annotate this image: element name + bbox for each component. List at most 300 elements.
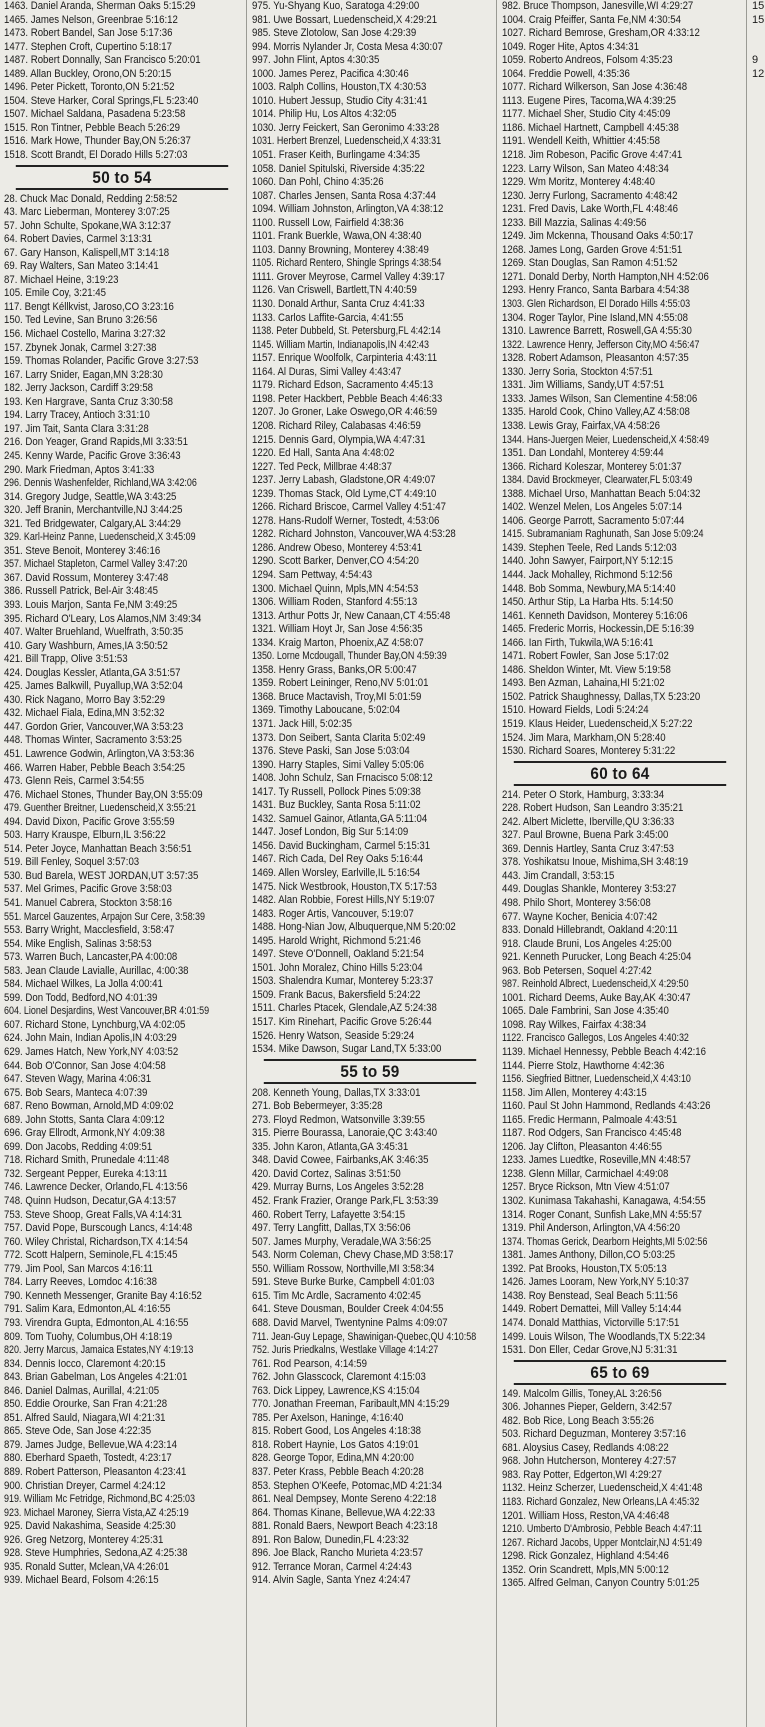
result-entry: 1526. Henry Watson, Seaside 5:29:24 (252, 1029, 415, 1042)
result-entry: 1293. Henry Franco, Santa Barbara 4:54:38 (502, 284, 690, 297)
result-entry: 1014. Philip Hu, Los Altos 4:32:05 (252, 108, 397, 121)
result-entry: 853. Stephen O'Keefe, Potomac,MD 4:21:34 (252, 1479, 443, 1492)
result-entry: 1439. Stephen Teele, Red Lands 5:12:03 (502, 541, 677, 554)
result-entry: 1133. Carlos Laffite-Garcia, 4:41:55 (252, 311, 404, 324)
result-entry: 329. Karl-Heinz Panne, Luedenscheid,X 3:45:09 (4, 531, 196, 544)
result-entry: 530. Bud Barela, WEST JORDAN,UT 3:57:35 (4, 869, 199, 882)
result-entry: 1402. Wenzel Melen, Los Angeles 5:07:14 (502, 501, 683, 514)
result-entry: 1098. Ray Wilkes, Fairfax 4:38:34 (502, 1018, 647, 1031)
result-entry: 1286. Andrew Obeso, Monterey 4:53:41 (252, 541, 423, 554)
result-entry: 1502. Patrick Shaughnessy, Dallas,TX 5:23:20 (502, 690, 701, 703)
result-entry: 820. Jerry Marcus, Jamaica Estates,NY 4:19:13 (4, 1344, 194, 1357)
result-entry: 1207. Jo Groner, Lake Oswego,OR 4:46:59 (252, 406, 438, 419)
result-entry: 1330. Jerry Soria, Stockton 4:57:51 (502, 365, 653, 378)
result-entry: 228. Robert Hudson, San Leandro 3:35:21 (502, 802, 684, 815)
result-entry: 1321. William Hoyt Jr, San Jose 4:56:35 (252, 623, 423, 636)
result-entry: 1499. Louis Wilson, The Woodlands,TX 5:22:34 (502, 1330, 706, 1343)
result-entry: 466. Warren Haber, Pebble Beach 3:54:25 (4, 761, 185, 774)
result-entry: 837. Peter Krass, Pebble Beach 4:20:28 (252, 1465, 424, 1478)
result-entry: 1206. Jay Clifton, Pleasanton 4:46:55 (502, 1140, 662, 1153)
result-entry: 963. Bob Petersen, Soquel 4:27:42 (502, 964, 652, 977)
result-entry: 208. Kenneth Young, Dallas,TX 3:33:01 (252, 1086, 421, 1099)
result-entry: 57. John Schulte, Spokane,WA 3:12:37 (4, 219, 172, 232)
result-entry: 1302. Kunimasa Takahashi, Kanagawa, 4:54:55 (502, 1195, 706, 1208)
result-entry: 1319. Phil Anderson, Arlington,VA 4:56:20 (502, 1222, 680, 1235)
result-entry: 150. Ted Levine, San Bruno 3:26:56 (4, 314, 158, 327)
results-column-4-partial (752, 0, 765, 1727)
result-entry: 748. Quinn Hudson, Decatur,GA 4:13:57 (4, 1195, 177, 1208)
result-entry: 997. John Flint, Aptos 4:30:35 (252, 54, 380, 67)
result-entry: 843. Brian Gabelman, Los Angeles 4:21:01 (4, 1371, 188, 1384)
cropped-entry-fragment (752, 41, 765, 55)
result-entry: 865. Steve Ode, San Jose 4:22:35 (4, 1425, 152, 1438)
result-entry: 926. Greg Netzorg, Monterey 4:25:31 (4, 1533, 164, 1546)
result-entry: 718. Richard Smith, Prunedale 4:11:48 (4, 1154, 170, 1167)
result-entry: 1417. Ty Russell, Pollock Pines 5:09:38 (252, 785, 421, 798)
result-entry: 1027. Richard Bemrose, Gresham,OR 4:33:12 (502, 27, 700, 40)
result-entry: 1087. Charles Jensen, Santa Rosa 4:37:44 (252, 189, 436, 202)
result-entry: 1165. Fredic Hermann, Palmoale 4:43:51 (502, 1113, 678, 1126)
result-entry: 624. John Main, Indian Apolis,IN 4:03:29 (4, 1032, 177, 1045)
result-entry: 1510. Howard Fields, Lodi 5:24:24 (502, 704, 649, 717)
result-entry: 1471. Robert Fowler, San Jose 5:17:02 (502, 650, 669, 663)
result-entry: 1164. Al Duras, Simi Valley 4:43:47 (252, 365, 402, 378)
column-divider (746, 0, 747, 1727)
result-entry: 760. Wiley Christal, Richardson,TX 4:14:54 (4, 1235, 188, 1248)
result-entry: 981. Uwe Bossart, Luedenscheid,X 4:29:21 (252, 13, 438, 26)
result-entry: 1138. Peter Dubbeld, St. Petersburg,FL 4:42:14 (252, 325, 441, 338)
result-entry: 1388. Michael Urso, Manhattan Beach 5:04:32 (502, 487, 701, 500)
age-group-header: 65 to 69 (514, 1360, 726, 1385)
result-entry: 1101. Frank Buerkle, Wawa,ON 4:38:40 (252, 230, 422, 243)
result-entry: 1238. Glenn Millar, Carmichael 4:49:08 (502, 1167, 669, 1180)
result-entry: 1208. Richard Riley, Calabasas 4:46:59 (252, 419, 421, 432)
result-entry: 503. Richard Deguzman, Monterey 3:57:16 (502, 1428, 686, 1441)
result-entry: 790. Kenneth Messenger, Granite Bay 4:16:52 (4, 1289, 202, 1302)
result-entry: 320. Jeff Branin, Merchantville,NJ 3:44:25 (4, 504, 183, 517)
result-entry: 1004. Craig Pfeiffer, Santa Fe,NM 4:30:54 (502, 13, 682, 26)
result-entry: 447. Gordon Grier, Vancouver,WA 3:53:23 (4, 720, 184, 733)
result-entry: 482. Bob Rice, Long Beach 3:55:26 (502, 1414, 654, 1427)
result-entry: 889. Robert Patterson, Pleasanton 4:23:41 (4, 1465, 187, 1478)
result-entry: 357. Michael Stapleton, Carmel Valley 3:47:20 (4, 558, 188, 571)
result-entry: 921. Kenneth Purucker, Long Beach 4:25:04 (502, 951, 692, 964)
result-entry: 615. Tim Mc Ardle, Sacramento 4:02:45 (252, 1289, 422, 1302)
result-entry: 763. Dick Lippey, Lawrence,KS 4:15:04 (252, 1384, 420, 1397)
result-entry: 828. George Topor, Edina,MN 4:20:00 (252, 1452, 414, 1465)
result-entry: 1483. Roger Artis, Vancouver, 5:19:07 (252, 907, 414, 920)
result-entry: 1300. Michael Quinn, Mpls,MN 4:54:53 (252, 582, 419, 595)
result-entry: 1338. Lewis Gray, Fairfax,VA 4:58:26 (502, 419, 660, 432)
result-entry: 430. Rick Nagano, Morro Bay 3:52:29 (4, 693, 165, 706)
result-entry: 541. Manuel Cabrera, Stockton 3:58:16 (4, 897, 172, 909)
result-entry: 1366. Richard Koleszar, Monterey 5:01:37 (502, 460, 682, 473)
result-entry: 861. Neal Dempsey, Monte Sereno 4:22:18 (252, 1493, 437, 1506)
result-entry: 197. Jim Tait, Santa Clara 3:31:28 (4, 422, 149, 435)
result-entry: 476. Michael Stones, Thunder Bay,ON 3:55:09 (4, 788, 203, 801)
result-entry: 1384. David Brockmeyer, Clearwater,FL 5:03:49 (502, 474, 693, 487)
result-entry: 159. Thomas Rolander, Pacific Grove 3:27:53 (4, 355, 199, 368)
result-entry: 711. Jean-Guy Lepage, Shawinigan-Quebec,QU 4:10:58 (252, 1330, 477, 1343)
result-entry: 1233. James Luedtke, Roseville,MN 4:48:57 (502, 1154, 691, 1167)
result-entry: 1220. Ed Hall, Santa Ana 4:48:02 (252, 447, 395, 460)
result-entry: 850. Eddie Orourke, San Fran 4:21:28 (4, 1398, 168, 1411)
results-column-1 (4, 0, 240, 1727)
cropped-entry-fragment (752, 27, 765, 41)
result-entry: 688. David Marvel, Twentynine Palms 4:09:07 (252, 1316, 448, 1329)
result-entry: 1257. Bryce Rickson, Mtn View 4:51:07 (502, 1181, 670, 1194)
result-entry: 494. David Dixon, Pacific Grove 3:55:59 (4, 815, 175, 828)
result-entry: 498. Philo Short, Monterey 3:56:08 (502, 897, 651, 909)
result-entry: 675. Bob Sears, Manteca 4:07:39 (4, 1086, 148, 1099)
result-entry: 1450. Arthur Stip, La Harba Hts. 5:14:50 (502, 596, 674, 609)
cropped-entry-fragment: 12 (752, 67, 765, 80)
cropped-entry-fragment: 9 (752, 54, 759, 67)
result-entry: 1335. Harold Cook, Chino Valley,AZ 4:58:08 (502, 406, 690, 419)
result-entry: 1369. Timothy Laboucane, 5:02:04 (252, 704, 401, 717)
result-entry: 1237. Jerry Labash, Gladstone,OR 4:49:07 (252, 474, 436, 487)
result-entry: 1230. Jerry Furlong, Sacramento 4:48:42 (502, 189, 678, 202)
result-entry: 1475. Nick Westbrook, Houston,TX 5:17:53 (252, 880, 437, 893)
result-entry: 975. Yu-Shyang Kuo, Saratoga 4:29:00 (252, 0, 420, 12)
result-entry: 149. Malcolm Gillis, Toney,AL 3:26:56 (502, 1387, 662, 1400)
result-entry: 687. Reno Bowman, Arnold,MD 4:09:02 (4, 1100, 174, 1113)
result-entry: 891. Ron Balow, Dunedin,FL 4:23:32 (252, 1533, 409, 1546)
result-entry: 1233. Bill Mazzia, Salinas 4:49:56 (502, 216, 647, 229)
result-entry: 815. Robert Good, Los Angeles 4:18:38 (252, 1425, 422, 1438)
result-entry: 1145. William Martin, Indianapolis,IN 4:42:43 (252, 338, 429, 351)
result-entry: 1486. Sheldon Winter, Mt. View 5:19:58 (502, 663, 671, 676)
result-entry: 1049. Roger Hite, Aptos 4:34:31 (502, 40, 639, 53)
result-entry: 1497. Steve O'Donnell, Oakland 5:21:54 (252, 948, 424, 961)
result-entry: 194. Larry Tracey, Antioch 3:31:10 (4, 409, 150, 422)
result-entry: 378. Yoshikatsu Inoue, Mishima,SH 3:48:19 (502, 856, 689, 869)
result-entry: 1489. Allan Buckley, Orono,ON 5:20:15 (4, 67, 172, 80)
result-entry: 1158. Jim Allen, Monterey 4:43:15 (502, 1086, 647, 1099)
results-column-2 (252, 0, 488, 1727)
result-entry: 762. John Glasscock, Claremont 4:15:03 (252, 1371, 426, 1384)
result-entry: 834. Dennis Iocco, Claremont 4:20:15 (4, 1357, 166, 1370)
result-entry: 335. John Karon, Atlanta,GA 3:45:31 (252, 1140, 409, 1153)
result-entry: 551. Marcel Gauzentes, Arpajon Sur Cere, 3:58:39 (4, 910, 205, 923)
result-entry: 64. Robert Davies, Carmel 3:13:31 (4, 233, 153, 246)
result-entry: 1157. Enrique Woolfolk, Carpinteria 4:43:11 (252, 352, 438, 365)
result-entry: 503. Harry Krauspe, Elburn,IL 3:56:22 (4, 829, 166, 842)
result-entry: 369. Dennis Hartley, Santa Cruz 3:47:53 (502, 842, 675, 855)
result-entry: 1186. Michael Hartnett, Campbell 4:45:38 (502, 121, 679, 134)
result-entry: 1333. James Wilson, San Clementine 4:58:06 (502, 392, 698, 405)
result-entry: 156. Michael Costello, Marina 3:27:32 (4, 328, 166, 341)
result-entry: 420. David Cortez, Salinas 3:51:50 (252, 1167, 401, 1180)
result-entry: 864. Thomas Kinane, Bellevue,WA 4:22:33 (252, 1506, 435, 1519)
result-entry: 935. Ronald Sutter, Mclean,VA 4:26:01 (4, 1560, 170, 1573)
result-entry: 216. Don Yeager, Grand Rapids,MI 3:33:51 (4, 436, 189, 449)
result-entry: 1060. Dan Pohl, Chino 4:35:26 (252, 176, 384, 189)
result-entry: 696. Gray Ellrodt, Armonk,NY 4:09:38 (4, 1127, 165, 1140)
result-entry: 1487. Robert Donnally, San Francisco 5:20:01 (4, 54, 201, 67)
result-entry: 987. Reinhold Albrect, Luedenscheid,X 4:29:50 (502, 978, 689, 991)
result-entry: 425. James Balkwill, Puyallup,WA 3:52:04 (4, 680, 183, 693)
result-entry: 407. Walter Bruehland, Wuelfrath, 3:50:35 (4, 626, 184, 639)
result-entry: 914. Alvin Sagle, Santa Ynez 4:24:47 (252, 1574, 411, 1587)
result-entry: 757. David Pope, Burscough Lancs, 4:14:48 (4, 1222, 193, 1235)
result-entry: 421. Bill Trapp, Olive 3:51:53 (4, 653, 128, 666)
result-entry: 214. Peter O Stork, Hamburg, 3:33:34 (502, 788, 665, 801)
result-entry: 1518. Scott Brandt, El Dorado Hills 5:27:03 (4, 149, 188, 162)
result-entry: 785. Per Axelson, Haninge, 4:16:40 (252, 1411, 404, 1424)
result-entry: 793. Virendra Gupta, Edmonton,AL 4:16:55 (4, 1316, 189, 1329)
result-entry: 296. Dennis Washenfelder, Richland,WA 3:42:06 (4, 477, 197, 490)
result-entry: 1227. Ted Peck, Millbrae 4:48:37 (252, 460, 392, 473)
result-entry: 537. Mel Grimes, Pacific Grove 3:58:03 (4, 883, 172, 896)
result-entry: 918. Claude Bruni, Los Angeles 4:25:00 (502, 937, 672, 950)
result-entry: 982. Bruce Thompson, Janesville,WI 4:29:27 (502, 0, 694, 12)
result-entry: 1358. Henry Grass, Banks,OR 5:00:47 (252, 663, 417, 676)
result-entry: 1447. Josef London, Big Sur 5:14:09 (252, 826, 409, 839)
result-entry: 791. Salim Kara, Edmonton,AL 4:16:55 (4, 1303, 171, 1316)
result-entry: 641. Steve Dousman, Boulder Creek 4:04:55 (252, 1303, 444, 1316)
result-entry: 968. John Hutcherson, Monterey 4:27:57 (502, 1455, 677, 1468)
result-entry: 1031. Herbert Brenzel, Luedenscheid,X 4:33:31 (252, 135, 442, 148)
result-entry: 193. Ken Hargrave, Santa Cruz 3:30:58 (4, 395, 174, 408)
result-entry: 1303. Glen Richardson, El Dorado Hills 4:55:03 (502, 298, 691, 311)
result-entry: 583. Jean Claude Lavialle, Aurillac, 4:00:38 (4, 964, 189, 977)
result-entry: 677. Wayne Kocher, Benicia 4:07:42 (502, 910, 658, 923)
result-entry: 321. Ted Bridgewater, Calgary,AL 3:44:29 (4, 517, 181, 530)
cropped-entry-fragment: 15 (752, 13, 765, 26)
result-entry: 753. Steve Shoop, Great Falls,VA 4:14:31 (4, 1208, 182, 1221)
result-entry: 1000. James Perez, Pacifica 4:30:46 (252, 67, 409, 80)
result-entry: 543. Norm Coleman, Chevy Chase,MD 3:58:17 (252, 1249, 454, 1262)
result-entry: 900. Christian Dreyer, Carmel 4:24:12 (4, 1479, 166, 1492)
result-entry: 1268. James Long, Garden Grove 4:51:51 (502, 243, 683, 256)
result-entry: 443. Jim Crandall, 3:53:15 (502, 869, 615, 882)
result-entry: 1310. Lawrence Barrett, Roswell,GA 4:55:30 (502, 325, 692, 338)
result-entry: 351. Steve Benoit, Monterey 3:46:16 (4, 544, 161, 557)
result-entry: 1351. Dan Londahl, Monterey 4:59:44 (502, 447, 664, 460)
result-entry: 553. Barry Wright, Macclesfield, 3:58:47 (4, 924, 175, 937)
result-entry: 1469. Allen Worsley, Earlville,IL 5:16:54 (252, 867, 421, 879)
result-entry: 1298. Rick Gonzalez, Highland 4:54:46 (502, 1550, 669, 1563)
result-entry: 1371. Jack Hill, 5:02:35 (252, 717, 353, 730)
result-entry: 1144. Pierre Stolz, Hawthorne 4:42:36 (502, 1059, 665, 1072)
result-entry: 1438. Roy Benstead, Seal Beach 5:11:56 (502, 1289, 678, 1302)
result-entry: 1473. Robert Bandel, San Jose 5:17:36 (4, 27, 173, 40)
result-entry: 1177. Michael Sher, Studio City 4:45:09 (502, 108, 671, 121)
result-entry: 497. Terry Langfitt, Dallas,TX 3:56:06 (252, 1222, 411, 1235)
result-entry: 117. Bengt Kéllkvist, Jaroso,CO 3:23:16 (4, 300, 174, 313)
result-entry: 1359. Robert Leininger, Reno,NV 5:01:01 (252, 677, 429, 690)
result-entry: 1201. William Hoss, Reston,VA 4:46:48 (502, 1509, 670, 1522)
result-entry: 1365. Alfred Gelman, Canyon Country 5:01:25 (502, 1577, 700, 1590)
result-entry: 591. Steve Burke Burke, Campbell 4:01:03 (252, 1276, 435, 1289)
result-entry: 772. Scott Halpern, Seminole,FL 4:15:45 (4, 1249, 178, 1262)
result-entry: 1463. Daniel Aranda, Sherman Oaks 5:15:29 (4, 0, 196, 12)
result-entry: 479. Guenther Breitner, Luedenscheid,X 3:55:21 (4, 802, 197, 815)
result-entry: 1334. Kraig Marton, Phoenix,AZ 4:58:07 (252, 636, 424, 649)
result-entry: 550. William Rossow, Northville,MI 3:58:34 (252, 1262, 435, 1275)
result-entry: 1465. James Nelson, Greenbrae 5:16:12 (4, 13, 178, 26)
result-entry: 410. Gary Washburn, Ames,IA 3:50:52 (4, 639, 168, 652)
result-entry: 290. Mark Friedman, Aptos 3:41:33 (4, 463, 155, 476)
result-entry: 939. Michael Beard, Folsom 4:26:15 (4, 1574, 159, 1587)
result-entry: 1530. Richard Soares, Monterey 5:31:22 (502, 745, 676, 758)
result-entry: 1432. Samuel Gainor, Atlanta,GA 5:11:04 (252, 812, 428, 825)
result-entry: 1313. Arthur Potts Jr, New Canaan,CT 4:55:48 (252, 609, 451, 622)
result-entry: 919. William Mc Fetridge, Richmond,BC 4:25:03 (4, 1493, 196, 1506)
result-entry: 1156. Siegfried Bittner, Luedenscheid,X 4:43:10 (502, 1073, 691, 1086)
result-entry: 779. Jim Pool, San Marcos 4:16:11 (4, 1262, 154, 1275)
result-entry: 1331. Jim Williams, Sandy,UT 4:57:51 (502, 379, 665, 392)
result-entry: 1215. Dennis Gard, Olympia,WA 4:47:31 (252, 433, 426, 446)
result-entry: 1160. Paul St John Hammond, Redlands 4:43:26 (502, 1100, 711, 1113)
result-entry: 925. David Nakashima, Seaside 4:25:30 (4, 1520, 176, 1533)
result-entry: 327. Paul Browne, Buena Park 3:45:00 (502, 829, 669, 842)
result-entry: 1406. George Parrott, Sacramento 5:07:44 (502, 514, 685, 527)
result-entry: 1249. Jim Mckenna, Thousand Oaks 4:50:17 (502, 230, 694, 243)
column-divider (246, 0, 247, 1727)
result-entry: 1501. John Moralez, Chino Hills 5:23:04 (252, 961, 423, 974)
result-entry: 1511. Charles Ptacek, Glendale,AZ 5:24:38 (252, 1002, 437, 1015)
result-entry: 1466. Ian Firth, Tukwila,WA 5:16:41 (502, 636, 654, 649)
result-entry: 242. Albert Miclette, Iberville,QU 3:36:33 (502, 815, 675, 828)
result-entry: 1210. Umberto D'Ambrosio, Pebble Beach 4:47:11 (502, 1523, 703, 1536)
result-entry: 1065. Dale Fambrini, San Jose 4:35:40 (502, 1005, 669, 1018)
result-entry: 1030. Jerry Feickert, San Geronimo 4:33:28 (252, 121, 440, 134)
result-entry: 1267. Richard Jacobs, Upper Montclair,NJ 4:51:49 (502, 1536, 702, 1549)
result-entry: 1376. Steve Paski, San Jose 5:03:04 (252, 745, 410, 758)
result-entry: 43. Marc Lieberman, Monterey 3:07:25 (4, 206, 170, 219)
result-entry: 761. Rod Pearson, 4:14:59 (252, 1357, 368, 1370)
result-entry: 880. Eberhard Spaeth, Tostedt, 4:23:17 (4, 1452, 172, 1465)
result-entry: 881. Ronald Baers, Newport Beach 4:23:18 (252, 1520, 438, 1533)
result-entry: 460. Robert Terry, Lafayette 3:54:15 (252, 1208, 406, 1221)
result-entry: 1132. Heinz Scherzer, Luedenscheid,X 4:41:48 (502, 1482, 703, 1495)
result-entry: 1328. Robert Adamson, Pleasanton 4:57:35 (502, 352, 689, 365)
result-entry: 67. Gary Hanson, Kalispell,MT 3:14:18 (4, 246, 170, 259)
result-entry: 1111. Grover Meyrose, Carmel Valley 4:39:17 (252, 270, 445, 283)
result-entry: 1139. Michael Hennessy, Pebble Beach 4:42:16 (502, 1046, 706, 1059)
result-entry: 584. Michael Wilkes, La Jolla 4:00:41 (4, 978, 163, 991)
result-entry: 746. Lawrence Decker, Orlando,FL 4:13:56 (4, 1181, 188, 1194)
result-entry: 689. John Stotts, Santa Clara 4:09:12 (4, 1113, 165, 1126)
result-entry: 1415. Subramaniam Raghunath, San Jose 5:09:24 (502, 528, 704, 541)
result-entry: 449. Douglas Shankle, Monterey 3:53:27 (502, 883, 677, 896)
result-entry: 1218. Jim Robeson, Pacific Grove 4:47:41 (502, 149, 683, 162)
result-entry: 395. Richard O'Leary, Los Alamos,NM 3:49:34 (4, 612, 202, 625)
result-entry: 647. Steven Wagy, Marina 4:06:31 (4, 1073, 152, 1086)
result-entry: 1504. Steve Harker, Coral Springs,FL 5:23:40 (4, 94, 199, 107)
result-entry: 1271. Donald Derby, North Hampton,NH 4:52:06 (502, 270, 709, 283)
result-entry: 1113. Eugene Pires, Tacoma,WA 4:39:25 (502, 94, 677, 107)
results-column-3 (502, 0, 738, 1727)
result-entry: 273. Floyd Redmon, Watsonville 3:39:55 (252, 1113, 425, 1126)
result-entry: 429. Murray Burns, Los Angeles 3:52:28 (252, 1181, 424, 1194)
result-entry: 752. Juris Priedkalns, Westlake Village 4:14:27 (252, 1344, 439, 1357)
result-entry: 1304. Roger Taylor, Pine Island,MN 4:55:08 (502, 311, 688, 324)
result-entry: 28. Chuck Mac Donald, Redding 2:58:52 (4, 192, 178, 205)
result-entry: 1509. Frank Bacus, Bakersfield 5:24:22 (252, 988, 421, 1001)
result-entry: 1503. Shalendra Kumar, Monterey 5:23:37 (252, 975, 434, 988)
result-entry: 554. Mike English, Salinas 3:58:53 (4, 937, 152, 950)
result-entry: 599. Don Todd, Bedford,NO 4:01:39 (4, 991, 158, 1004)
result-entry: 851. Alfred Sauld, Niagara,WI 4:21:31 (4, 1411, 166, 1424)
result-entry: 315. Pierre Bourassa, Lanoraie,QC 3:43:40 (252, 1127, 438, 1140)
result-entry: 1477. Stephen Croft, Cupertino 5:18:17 (4, 40, 172, 53)
result-entry: 1126. Van Criswell, Bartlett,TN 4:40:59 (252, 284, 417, 297)
result-entry: 1179. Richard Edson, Sacramento 4:45:13 (252, 379, 434, 392)
result-entry: 983. Ray Potter, Edgerton,WI 4:29:27 (502, 1468, 662, 1481)
result-entry: 1461. Kenneth Davidson, Monterey 5:16:06 (502, 609, 688, 622)
result-entry: 1534. Mike Dawson, Sugar Land,TX 5:33:00 (252, 1043, 442, 1056)
result-entry: 393. Louis Marjon, Santa Fe,NM 3:49:25 (4, 598, 178, 611)
result-entry: 1467. Rich Cada, Del Rey Oaks 5:16:44 (252, 853, 424, 866)
result-entry: 157. Zbynek Jonak, Carmel 3:27:38 (4, 341, 157, 354)
result-entry: 1431. Buz Buckley, Santa Rosa 5:11:02 (252, 799, 421, 812)
result-entry: 1058. Daniel Spitulski, Riverside 4:35:22 (252, 162, 425, 175)
result-entry: 1223. Larry Wilson, San Mateo 4:48:34 (502, 162, 669, 175)
result-entry: 644. Bob O'Connor, San Jose 4:04:58 (4, 1059, 166, 1072)
result-entry: 1239. Thomas Stack, Old Lyme,CT 4:49:10 (252, 487, 437, 500)
result-entry: 1266. Richard Briscoe, Carmel Valley 4:51:47 (252, 501, 446, 514)
result-entry: 681. Aloysius Casey, Redlands 4:08:22 (502, 1441, 669, 1454)
result-entry: 1105. Richard Rentero, Shingle Springs 4:38:54 (252, 257, 442, 270)
result-entry: 1482. Alan Robbie, Forest Hills,NY 5:19:07 (252, 894, 435, 907)
result-entry: 1231. Fred Davis, Lake Worth,FL 4:48:46 (502, 203, 678, 216)
result-entry: 473. Glenn Reis, Carmel 3:54:55 (4, 775, 145, 788)
result-entry: 1496. Peter Pickett, Toronto,ON 5:21:52 (4, 81, 175, 94)
result-entry: 809. Tom Tuohy, Columbus,OH 4:18:19 (4, 1330, 173, 1343)
result-entry: 1390. Harry Staples, Simi Valley 5:05:06 (252, 758, 425, 771)
result-entry: 1306. William Roden, Stanford 4:55:13 (252, 596, 418, 609)
result-entry: 245. Kenny Warde, Pacific Grove 3:36:43 (4, 449, 181, 462)
result-entry: 1517. Kim Rinehart, Pacific Grove 5:26:44 (252, 1016, 432, 1029)
result-entry: 1294. Sam Pettway, 4:54:43 (252, 568, 373, 581)
result-entry: 818. Robert Haynie, Los Gatos 4:19:01 (252, 1438, 419, 1451)
result-entry: 928. Steve Humphries, Sedona,AZ 4:25:38 (4, 1547, 188, 1560)
result-entry: 1374. Thomas Gerick, Dearborn Heights,MI 5:02:56 (502, 1235, 708, 1248)
result-entry: 770. Jonathan Freeman, Faribault,MN 4:15:29 (252, 1398, 450, 1411)
result-entry: 306. Johannes Pieper, Geldern, 3:42:57 (502, 1401, 673, 1414)
result-entry: 448. Thomas Winter, Sacramento 3:53:25 (4, 734, 182, 747)
result-entry: 1493. Ben Azman, Lahaina,HI 5:21:02 (502, 677, 665, 690)
result-entry: 1507. Michael Saldana, Pasadena 5:23:58 (4, 108, 186, 121)
result-entry: 994. Morris Nylander Jr, Costa Mesa 4:30:07 (252, 40, 443, 53)
result-entry: 514. Peter Joyce, Manhattan Beach 3:56:51 (4, 842, 192, 855)
result-entry: 923. Michael Maroney, Sierra Vista,AZ 4:25:19 (4, 1506, 189, 1519)
result-entry: 784. Larry Reeves, Lomdoc 4:16:38 (4, 1276, 157, 1289)
result-entry: 985. Steve Zlotolow, San Jose 4:29:39 (252, 27, 417, 40)
result-entry: 1444. Jack Mohalley, Richmond 5:12:56 (502, 568, 673, 581)
result-entry: 451. Lawrence Godwin, Arlington,VA 3:53:36 (4, 747, 195, 760)
result-entry: 271. Bob Bebermeyer, 3:35:28 (252, 1100, 383, 1113)
result-entry: 1516. Mark Howe, Thunder Bay,ON 5:26:37 (4, 135, 191, 148)
result-entry: 1077. Richard Wilkerson, San Jose 4:36:48 (502, 81, 688, 94)
column-divider (496, 0, 497, 1727)
result-entry: 1122. Francisco Gallegos, Los Angeles 4:40:32 (502, 1032, 689, 1045)
result-entry: 1474. Donald Matthias, Victorville 5:17:51 (502, 1316, 680, 1329)
result-entry: 424. Douglas Kessler, Atlanta,GA 3:51:57 (4, 666, 181, 679)
result-entry: 1495. Harold Wright, Richmond 5:21:46 (252, 934, 421, 947)
age-group-header: 60 to 64 (514, 761, 726, 786)
result-entry: 1059. Roberto Andreos, Folsom 4:35:23 (502, 54, 673, 67)
result-entry: 367. David Rossum, Monterey 3:47:48 (4, 571, 169, 584)
result-entry: 1519. Klaus Heider, Luedenscheid,X 5:27:22 (502, 717, 693, 730)
result-entry: 1290. Scott Barker, Denver,CO 4:54:20 (252, 555, 419, 568)
result-entry: 1465. Frederic Morris, Hockessin,DE 5:16:39 (502, 623, 694, 636)
result-entry: 896. Joe Black, Rancho Murieta 4:23:57 (252, 1547, 424, 1560)
result-entry: 1352. Orin Scandrett, Mpls,MN 5:00:12 (502, 1563, 669, 1576)
